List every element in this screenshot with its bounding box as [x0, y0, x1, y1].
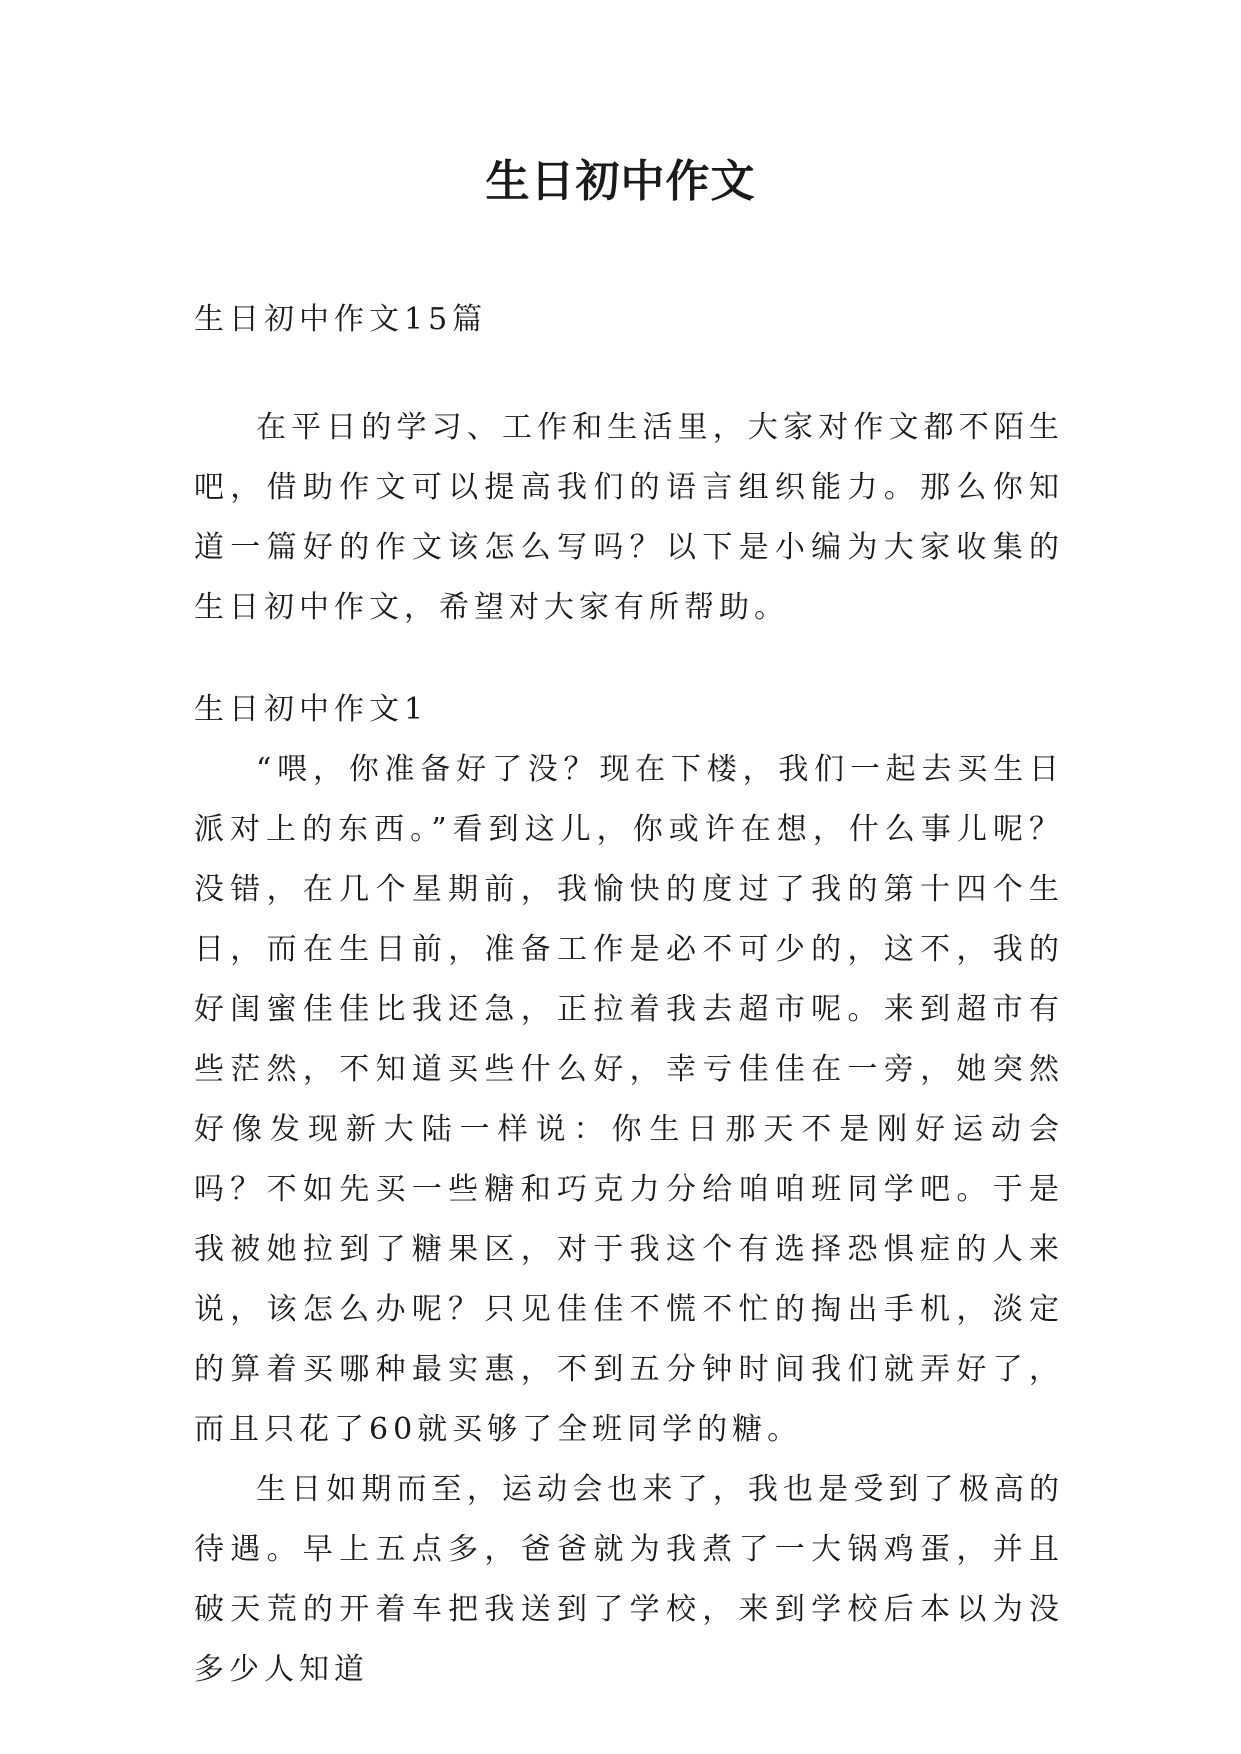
- document-title: 生日初中作文: [485, 156, 756, 207]
- body-paragraph: “喂，你准备好了没？现在下楼，我们一起去买生日派对上的东西。”看到这儿，你或许在想，什么事儿呢？没错，在几个星期前，我愉快的度过了我的第十四个生日，而在生日前，准备工作是必不可少的，这不，我的好闺蜜佳佳比我还急，正拉着我去超市呢。来到超市有些茫然，不知道买些什么好，幸亏佳佳在一旁，她突然好像发现新大陆一样说：你生日那天不是刚好运动会吗？不如先买一些糖和巧克力分给咱咱班同学吧。于是我被她拉到了糖果区，对于我这个有选择恐惧症的人来说，该怎么办呢？只见佳佳不慌不忙的掏出手机，淡定的算着买哪种最实惠，不到五分钟时间我们就弄好了，而且只花了60就买够了全班同学的糖。: [194, 752, 1064, 1447]
- body-paragraph: 生日如期而至，运动会也来了，我也是受到了极高的待遇。早上五点多，爸爸就为我煮了一大锅鸡蛋，并且破天荒的开着车把我送到了学校，来到学校后本以为没多少人知道: [194, 1472, 1064, 1687]
- section-heading: 生日初中作文1: [194, 692, 429, 727]
- document-body: [194, 290, 1064, 1700]
- intro-paragraph: 在平日的学习、工作和生活里，大家对作文都不陌生吧，借助作文可以提高我们的语言组织能力。那么你知道一篇好的作文该怎么写吗？以下是小编为大家收集的生日初中作文，希望对大家有所帮助。: [194, 410, 1064, 625]
- document-subtitle: 生日初中作文15篇: [194, 302, 488, 337]
